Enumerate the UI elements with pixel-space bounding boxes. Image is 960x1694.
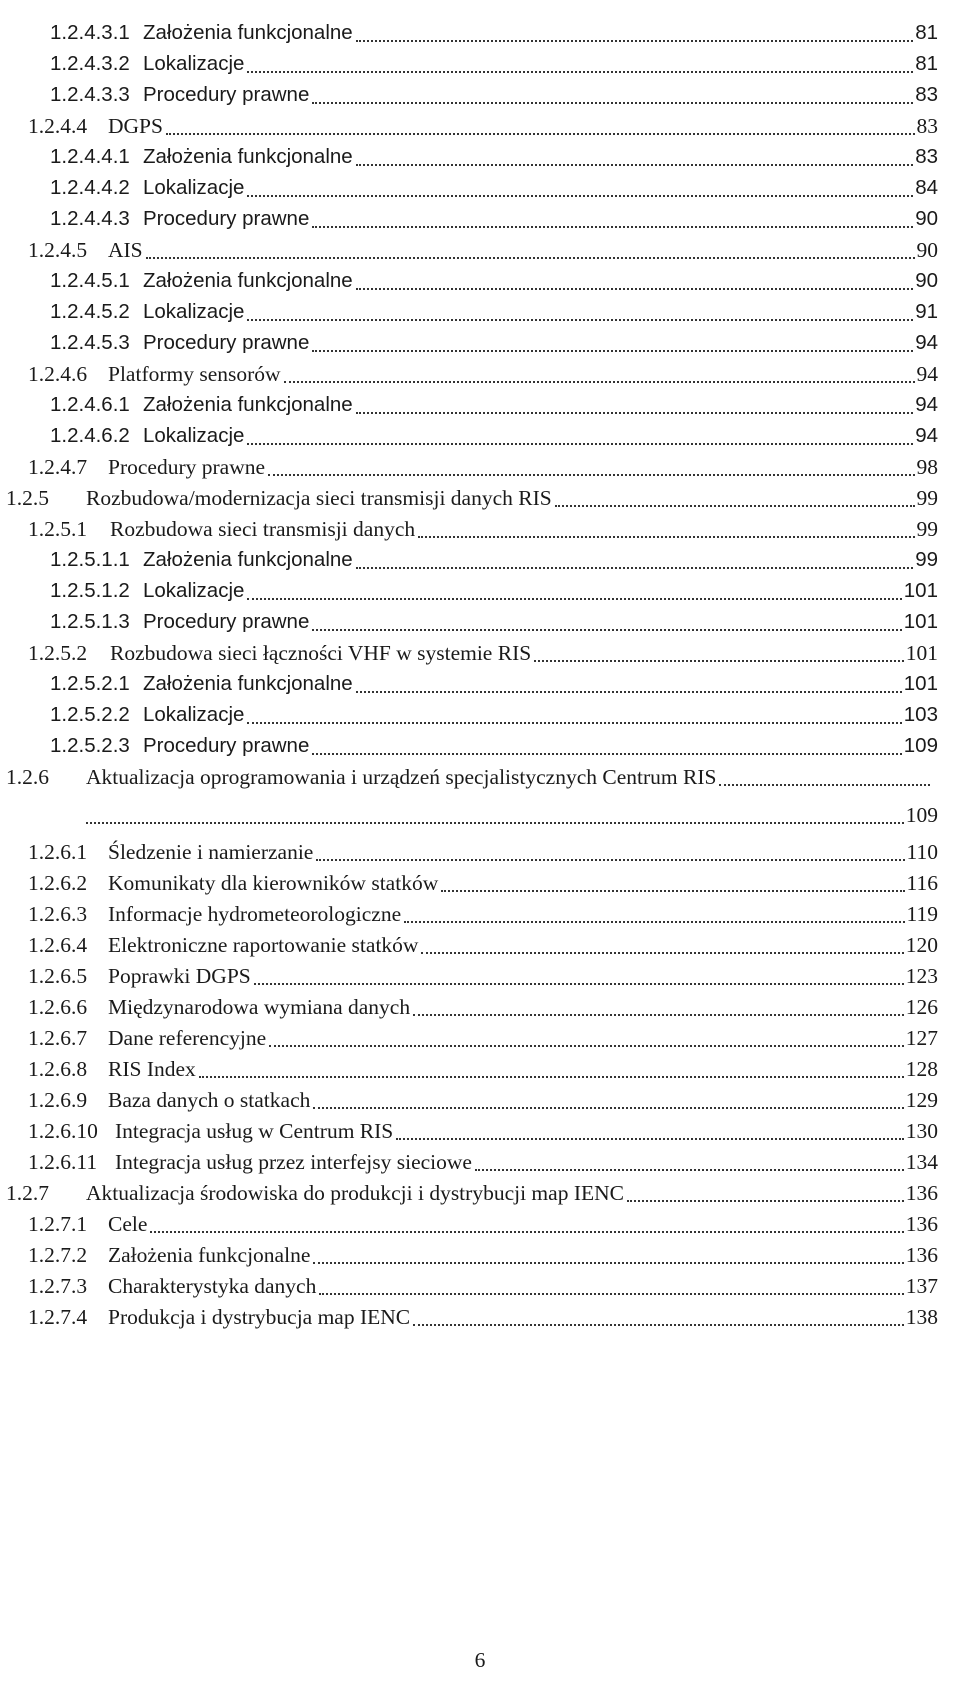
toc-entry-number: 1.2.5.1.2 (50, 579, 130, 602)
toc-entry-leader (534, 660, 904, 662)
toc-entry-number: 1.2.6.1 (28, 840, 88, 864)
toc-entry-number: 1.2.4.4.3 (50, 207, 130, 230)
toc-entry-title: Integracja usług w Centrum RIS (115, 1119, 394, 1143)
toc-entry-page: 137 (905, 1274, 938, 1298)
toc-entry-page: 101 (903, 610, 938, 633)
toc-entry-leader (247, 722, 901, 724)
toc-entry-page: 98 (916, 455, 938, 479)
toc-entry-page: 136 (905, 1212, 938, 1236)
toc-entry-number: 1.2.4.3.1 (50, 21, 130, 44)
toc-entry-number: 1.2.4.5 (28, 238, 88, 262)
toc-entry-leader (312, 102, 913, 104)
toc-entry-number: 1.2.4.3.3 (50, 83, 130, 106)
toc-entry-number: 1.2.4.6.2 (50, 424, 130, 447)
toc-entry-page: 110 (906, 840, 938, 864)
toc-entry-title: Rozbudowa/modernizacja sieci transmisji danych RIS (86, 486, 552, 510)
toc-entry-number: 1.2.7.2 (28, 1243, 88, 1267)
toc-entry-leader (356, 567, 913, 569)
toc-entry-page: 94 (916, 362, 938, 386)
toc-entry-leader (396, 1138, 903, 1140)
toc-entry-page: 90 (916, 238, 938, 262)
toc-entry-leader (313, 1262, 903, 1264)
toc-entry-page: 119 (906, 902, 938, 926)
toc-entry-leader (413, 1014, 904, 1016)
toc-entry-title: Procedury prawne (143, 331, 310, 354)
toc-entry-number: 1.2.5.2.1 (50, 672, 130, 695)
toc-entry-number: 1.2.4.3.2 (50, 52, 130, 75)
toc-entry-page: 99 (916, 486, 938, 510)
toc-entry-leader (316, 859, 904, 861)
toc-entry-page: 134 (905, 1150, 938, 1174)
toc-entry-leader (284, 381, 915, 383)
toc-entry-page: 138 (905, 1305, 938, 1329)
toc-entry-number: 1.2.7.3 (28, 1274, 88, 1298)
toc-entry-title: Procedury prawne (143, 83, 310, 106)
toc-entry-title: Założenia funkcjonalne (143, 672, 353, 695)
toc-entry-number: 1.2.5.2 (28, 641, 88, 665)
toc-entry-page: 81 (915, 52, 938, 75)
toc-entry-leader (86, 822, 904, 824)
toc-entry-title: Lokalizacje (143, 176, 245, 199)
toc-entry-page: 83 (916, 114, 938, 138)
toc-entry-number: 1.2.4.6 (28, 362, 88, 386)
toc-entry-title: Lokalizacje (143, 424, 245, 447)
toc-entry-title: Procedury prawne (143, 207, 310, 230)
toc-entry-page: 109 (903, 734, 938, 757)
toc-entry-page: 94 (915, 331, 938, 354)
toc-entry-page: 99 (915, 548, 938, 571)
toc-entry-leader (418, 536, 914, 538)
toc-entry-number: 1.2.6.5 (28, 964, 88, 988)
toc-entry-page: 94 (915, 424, 938, 447)
toc-entry-leader (166, 133, 915, 135)
toc-entry-number: 1.2.6.8 (28, 1057, 88, 1081)
toc-entry-title: Lokalizacje (143, 703, 245, 726)
toc-entry-title: Rozbudowa sieci łączności VHF w systemie RIS (110, 641, 532, 665)
toc-entry-page: 130 (905, 1119, 938, 1143)
toc-entry-leader (247, 443, 913, 445)
toc-entry-title: DGPS (108, 114, 163, 138)
toc-entry-leader (441, 890, 904, 892)
toc-entry-leader (247, 598, 901, 600)
toc-entry-title: Produkcja i dystrybucja map IENC (108, 1305, 411, 1329)
toc-entry-leader (413, 1324, 904, 1326)
toc-entry-number: 1.2.6.9 (28, 1088, 88, 1112)
toc-entry-title: Dane referencyjne (108, 1026, 267, 1050)
toc-entry-number: 1.2.5.1 (28, 517, 88, 541)
toc-entry-leader (404, 921, 904, 923)
toc-entry-number: 1.2.7.4 (28, 1305, 88, 1329)
toc-entry-page: 129 (905, 1088, 938, 1112)
toc-entry-leader (312, 226, 913, 228)
toc-entry-number: 1.2.4.6.1 (50, 393, 130, 416)
toc-entry-leader (247, 319, 913, 321)
toc-entry-number: 1.2.7 (6, 1181, 49, 1205)
toc-entry-page: 99 (916, 517, 938, 541)
toc-entry-page: 128 (905, 1057, 938, 1081)
toc-entry-title: RIS Index (108, 1057, 196, 1081)
toc-entry-leader (475, 1169, 904, 1171)
toc-entry-number: 1.2.5.1.3 (50, 610, 130, 633)
toc-entry-page: 81 (915, 21, 938, 44)
toc-entry-leader (269, 1045, 904, 1047)
toc-entry-title: Aktualizacja oprogramowania i urządzeń specjalistycznych Centrum RIS (86, 765, 717, 789)
toc-entry-title: Integracja usług przez interfejsy sieciowe (115, 1150, 472, 1174)
toc-entry-leader (247, 195, 913, 197)
toc-entry-title: Elektroniczne raportowanie statków (108, 933, 419, 957)
toc-entry-title: Założenia funkcjonalne (143, 21, 353, 44)
toc-entry-leader (555, 505, 915, 507)
toc-entry-leader (356, 288, 913, 290)
toc-entry-page: 90 (915, 207, 938, 230)
toc-entry-page: 101 (903, 579, 938, 602)
toc-entry-page: 120 (905, 933, 938, 957)
toc-entry-number: 1.2.7.1 (28, 1212, 88, 1236)
toc-entry-page: 116 (906, 871, 938, 895)
toc-entry-number: 1.2.6.7 (28, 1026, 88, 1050)
toc-entry-title: Komunikaty dla kierowników statków (108, 871, 439, 895)
toc-entry-number: 1.2.4.4 (28, 114, 88, 138)
toc-entry-number: 1.2.4.7 (28, 455, 88, 479)
toc-entry-number: 1.2.6.3 (28, 902, 88, 926)
toc-entry-title: Lokalizacje (143, 300, 245, 323)
toc-entry-leader (146, 257, 915, 259)
toc-entry-number: 1.2.5.1.1 (50, 548, 130, 571)
toc-entry-title: Założenia funkcjonalne (143, 548, 353, 571)
toc-entry-title: Poprawki DGPS (108, 964, 251, 988)
toc-entry-title: Procedury prawne (143, 610, 310, 633)
toc-entry-title: Baza danych o statkach (108, 1088, 311, 1112)
toc-entry-page: 83 (915, 145, 938, 168)
page-number: 6 (474, 1648, 486, 1672)
toc-entry-leader (313, 1107, 903, 1109)
toc-entry-number: 1.2.6.11 (28, 1150, 98, 1174)
toc-entry-title: Procedury prawne (108, 455, 266, 479)
toc-entry-number: 1.2.6.6 (28, 995, 88, 1019)
toc-entry-leader (150, 1231, 903, 1233)
toc-entry-title: Cele (108, 1212, 148, 1236)
toc-entry-number: 1.2.6 (6, 765, 49, 789)
toc-entry-page: 103 (903, 703, 938, 726)
toc-entry-page: 136 (905, 1181, 938, 1205)
toc-entry-title: Śledzenie i namierzanie (108, 840, 314, 864)
toc-entry-page: 94 (915, 393, 938, 416)
toc-entry-title: Procedury prawne (143, 734, 310, 757)
toc-entry-page: 91 (915, 300, 938, 323)
toc-entry-leader (719, 784, 930, 786)
toc-entry-number: 1.2.4.4.2 (50, 176, 130, 199)
toc-entry-leader (199, 1076, 904, 1078)
toc-entry-page: 136 (905, 1243, 938, 1267)
toc-entry-title: Międzynarodowa wymiana danych (108, 995, 411, 1019)
toc-entry-title: Platformy sensorów (108, 362, 281, 386)
toc-entry-leader (356, 412, 913, 414)
toc-entry-leader (247, 71, 913, 73)
toc-entry-page: 101 (903, 672, 938, 695)
toc-entry-page: 83 (915, 83, 938, 106)
toc-entry-page: 84 (915, 176, 938, 199)
toc-entry-number: 1.2.4.5.1 (50, 269, 130, 292)
toc-entry-title: Rozbudowa sieci transmisji danych (110, 517, 416, 541)
toc-entry-leader (312, 629, 901, 631)
toc-entry-number: 1.2.4.5.3 (50, 331, 130, 354)
toc-entry-leader (421, 952, 903, 954)
toc-entry-leader (312, 350, 913, 352)
toc-entry-number: 1.2.5.2.2 (50, 703, 130, 726)
toc-entry-page: 127 (905, 1026, 938, 1050)
toc-entry-page: 109 (905, 803, 938, 827)
toc-entry-leader (254, 983, 904, 985)
toc-entry-title: Aktualizacja środowiska do produkcji i dystrybucji map IENC (86, 1181, 624, 1205)
toc-entry-title: Założenia funkcjonalne (143, 145, 353, 168)
toc-entry[interactable] (0, 1298, 960, 1336)
toc-entry-leader (268, 474, 914, 476)
toc-entry-title: Lokalizacje (143, 52, 245, 75)
toc-entry-page: 123 (905, 964, 938, 988)
toc-entry-leader (356, 691, 902, 693)
toc-entry-title: AIS (108, 238, 143, 262)
toc-entry-title: Założenia funkcjonalne (108, 1243, 311, 1267)
toc-entry-leader (312, 753, 901, 755)
toc-entry-title: Założenia funkcjonalne (143, 269, 353, 292)
toc-entry-page: 90 (915, 269, 938, 292)
toc-entry-number: 1.2.6.10 (28, 1119, 98, 1143)
toc-entry-number: 1.2.4.5.2 (50, 300, 130, 323)
toc-entry-leader (356, 164, 913, 166)
toc-entry-number: 1.2.6.2 (28, 871, 88, 895)
toc-entry-number: 1.2.5.2.3 (50, 734, 130, 757)
toc-entry[interactable] (0, 758, 960, 834)
toc-entry-page: 101 (905, 641, 938, 665)
toc-entry-number: 1.2.4.4.1 (50, 145, 130, 168)
toc-entry-leader (356, 40, 913, 42)
toc-entry-number: 1.2.5 (6, 486, 49, 510)
toc-entry-title: Lokalizacje (143, 579, 245, 602)
toc-entry-title: Założenia funkcjonalne (143, 393, 353, 416)
toc-entry-title: Informacje hydrometeorologiczne (108, 902, 402, 926)
toc-entry-number: 1.2.6.4 (28, 933, 88, 957)
toc-entry-title: Charakterystyka danych (108, 1274, 317, 1298)
toc-entry-leader (627, 1200, 904, 1202)
toc-entry-leader (319, 1293, 903, 1295)
toc-entry-page: 126 (905, 995, 938, 1019)
